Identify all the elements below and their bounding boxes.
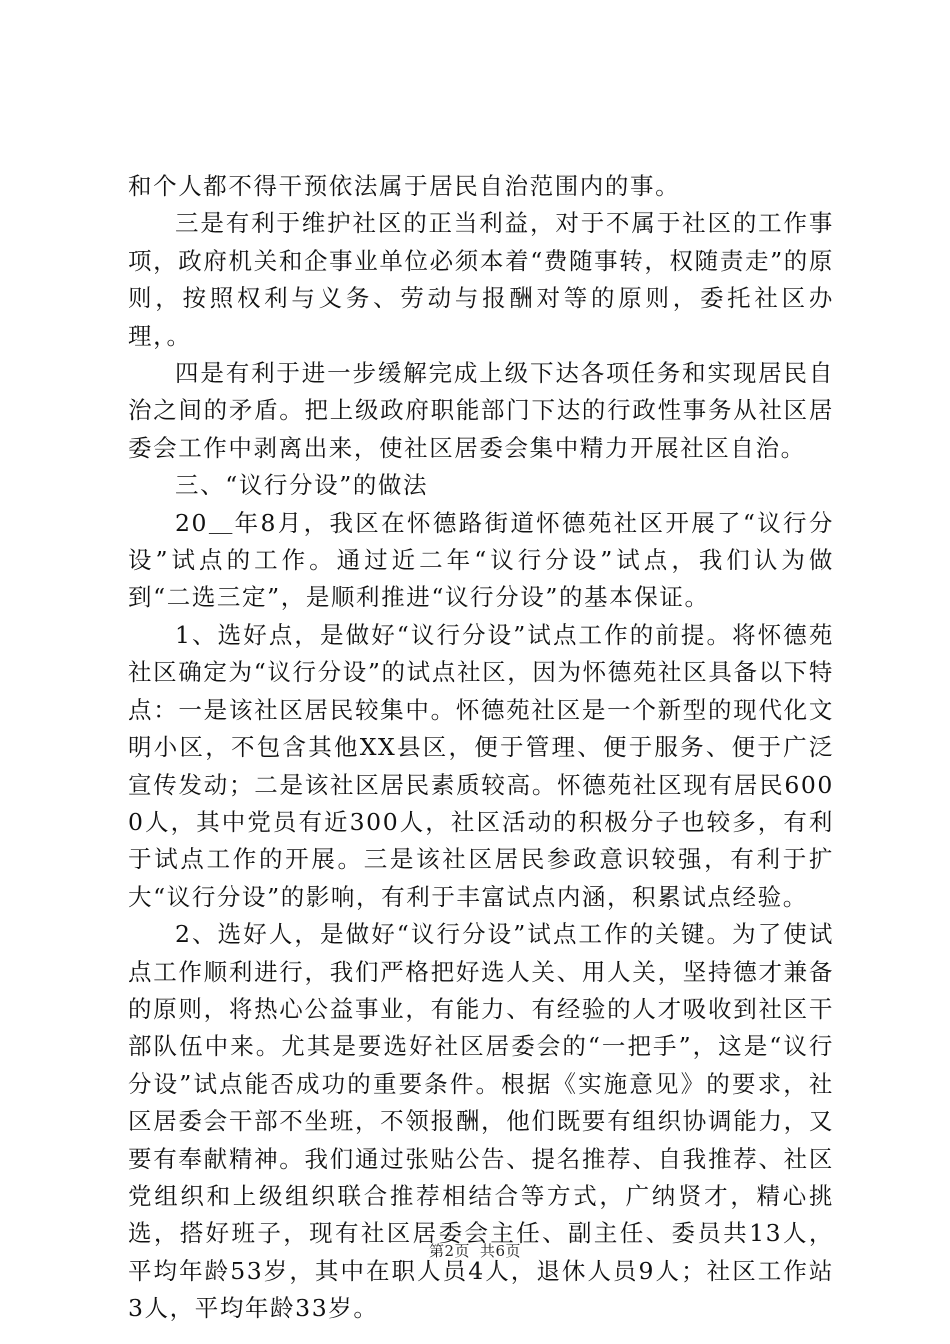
page-footer <box>0 1240 950 1261</box>
paragraph: 四是有利于进一步缓解完成上级下达各项任务和实现居民自治之间的矛盾。把上级政府职能部门下达的行政性事务从社区居委会工作中剥离出来，使社区居委会集中精力开展社区自治。 <box>128 359 834 462</box>
paragraph: 三是有利于维护社区的正当利益，对于不属于社区的工作事项，政府机关和企事业单位必须本着“费随事转，权随责走”的原则，按照权利与义务、劳动与报酬对等的原则，委托社区办理，。 <box>128 209 834 350</box>
paragraph: 20＿年8月，我区在怀德路街道怀德苑社区开展了“议行分设”试点的工作。通过近二年“议行分设”试点，我们认为做到“二选三定”，是顺利推进“议行分设”的基本保证。 <box>128 508 834 612</box>
section-heading: 三、“议行分设”的做法 <box>175 471 429 500</box>
page-total: 共6页 <box>480 1242 522 1260</box>
paragraph: 2、选好人，是做好“议行分设”试点工作的关键。为了使试点工作顺利进行，我们严格把好选人关、用人关，坚持德才兼备的原则，将热心公益事业，有能力、有经验的人才吸收到社区干部队伍中来。尤其是要选好社区居委会的“一把手”，这是“议行分设”试点能否成功的重要条件。根据《实施意见》的要求，社区居委会干部不坐班，不领报酬，他们既要有组织协调能力，又要有奉献精神。我们通过张贴公告、提名推荐、自我推荐、社区党组织和上级组织联合推荐相结合等方式，广纳贤才，精心挑选，搭好班子，现有社区居委会主任、副主任、委员共13人，平均年龄53岁，其中在职人员4人，退休人员9人；社区工作站3人，平均年龄33岁。 <box>128 920 834 1323</box>
paragraph: 和个人都不得干预依法属于居民自治范围内的事。 <box>128 172 681 200</box>
paragraph: 1、选好点，是做好“议行分设”试点工作的前提。将怀德苑社区确定为“议行分设”的试点社区，因为怀德苑社区具备以下特点：一是该社区居民较集中。怀德苑社区是一个新型的现代化文明小区，不包含其他XX县区，便于管理、便于服务、便于广泛宣传发动；二是该社区居民素质较高。怀德苑社区现有居民6000人，其中党员有近300人，社区活动的积极分子也较多，有利于试点工作的开展。三是该社区居民参政意识较强，有利于扩大“议行分设”的影响，有利于丰富试点内涵，积累试点经验。 <box>128 620 834 911</box>
page-number: 第2页 <box>428 1242 470 1260</box>
document-body <box>128 168 834 1328</box>
